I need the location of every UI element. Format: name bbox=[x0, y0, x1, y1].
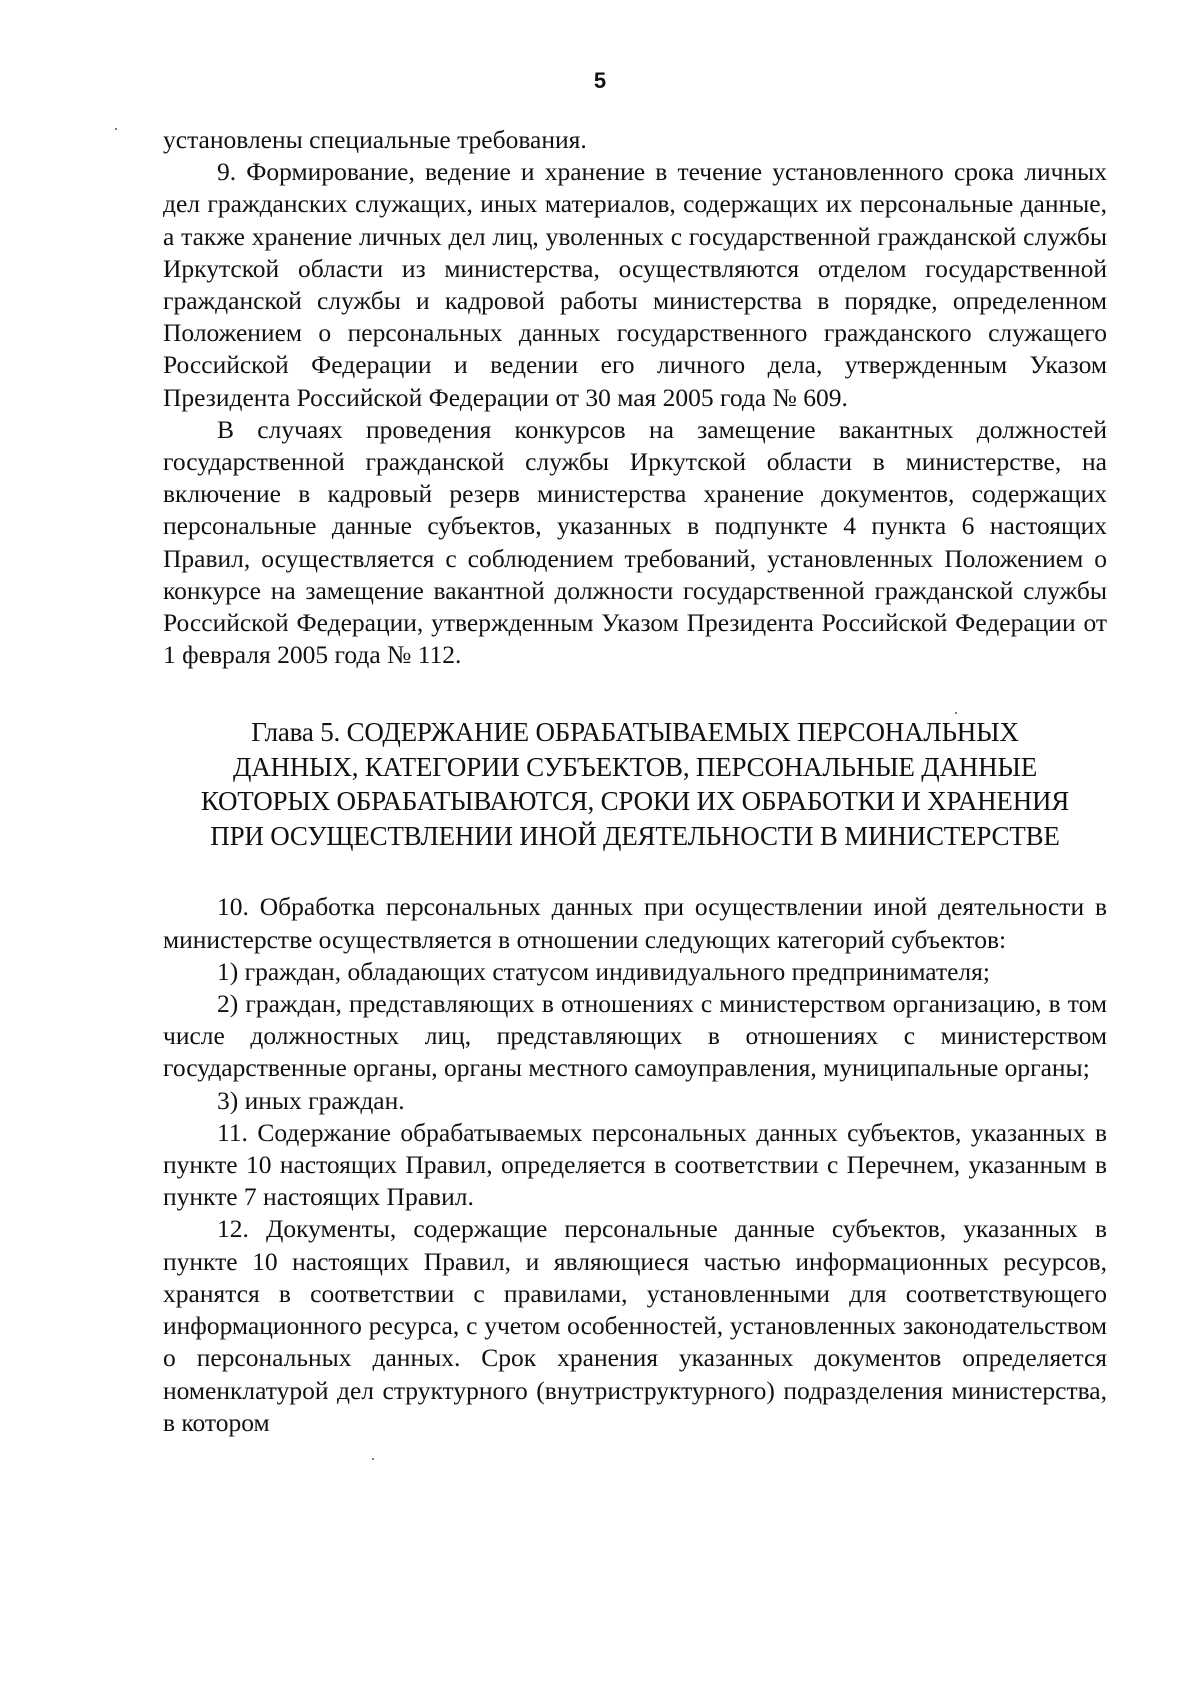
chapter-heading-line: Глава 5. СОДЕРЖАНИЕ ОБРАБАТЫВАЕМЫХ ПЕРСОНАЛЬНЫХ bbox=[251, 717, 1019, 748]
list-item-2: 2) граждан, представляющих в отношениях с министерством организацию, в том числе должностных лиц, представляющих в отношениях с министерством государственные органы, органы местного самоуправления, муниципальные органы; bbox=[163, 989, 1107, 1083]
paragraph-item-12: 12. Документы, содержащие персональные данные субъектов, указанных в пункте 10 настоящих Правил, и являющиеся частью информационных ресурсов, хранятся в соответствии с правилами, установленными для соответствующего информационного ресурса, с учетом особенностей, установленных законодательством о персональных данных. Срок хранения указанных документов определяется номенклатурой дел структурного (внутриструктурного) подразделения министерства, в котором bbox=[163, 1214, 1107, 1437]
scan-speck bbox=[372, 1458, 374, 1460]
list-item-1: 1) граждан, обладающих статусом индивидуального предпринимателя; bbox=[217, 956, 990, 986]
paragraph-item-11: 11. Содержание обрабатываемых персональных данных субъектов, указанных в пункте 10 настоящих Правил, определяется в соответствии с Перечнем, указанным в пункте 7 настоящих Правил. bbox=[163, 1117, 1107, 1212]
paragraph-continuation: установлены специальные требования. bbox=[163, 125, 587, 154]
chapter-heading-line: ПРИ ОСУЩЕСТВЛЕНИИ ИНОЙ ДЕЯТЕЛЬНОСТИ В МИНИСТЕРСТВЕ bbox=[210, 820, 1060, 851]
chapter-heading bbox=[163, 715, 1107, 853]
paragraph-item-10: 10. Обработка персональных данных при осуществлении иной деятельности в министерстве осуществляется в отношении следующих категорий субъектов: bbox=[163, 892, 1107, 954]
scan-speck bbox=[115, 128, 117, 130]
paragraph-competitions: В случаях проведения конкурсов на замещение вакантных должностей государственной гражданской службы Иркутской области в министерстве, на включение в кадровый резерв министерства хранение документов, содержащих персональные данные субъектов, указанных в подпункте 4 пункта 6 настоящих Правил, осуществляется с соблюдением требований, установленных Положением о конкурсе на замещение вакантной должности государственной гражданской службы Российской Федерации, утвержденным Указом Президента Российской Федерации от 1 февраля 2005 года № 112. bbox=[163, 414, 1107, 670]
page-number: 5 bbox=[593, 68, 607, 93]
chapter-heading-line: ДАННЫХ, КАТЕГОРИИ СУБЪЕКТОВ, ПЕРСОНАЛЬНЫЕ ДАННЫЕ bbox=[232, 751, 1038, 782]
chapter-heading-line: КОТОРЫХ ОБРАБАТЫВАЮТСЯ, СРОКИ ИХ ОБРАБОТКИ И ХРАНЕНИЯ bbox=[200, 786, 1070, 817]
document-body bbox=[163, 124, 1107, 1439]
list-item-3: 3) иных граждан. bbox=[217, 1085, 405, 1115]
paragraph-item-9: 9. Формирование, ведение и хранение в течение установленного срока личных дел гражданских служащих, иных материалов, содержащих их персональные данные, а также хранение личных дел лиц, уволенных с государственной гражданской службы Иркутской области из министерства, осуществляются отделом государственной гражданской службы и кадровой работы министерства в порядке, определенном Положением о персональных данных государственного гражданского служащего Российской Федерации и ведении его личного дела, утвержденным Указом Президента Российской Федерации от 30 мая 2005 года № 609. bbox=[163, 157, 1107, 412]
